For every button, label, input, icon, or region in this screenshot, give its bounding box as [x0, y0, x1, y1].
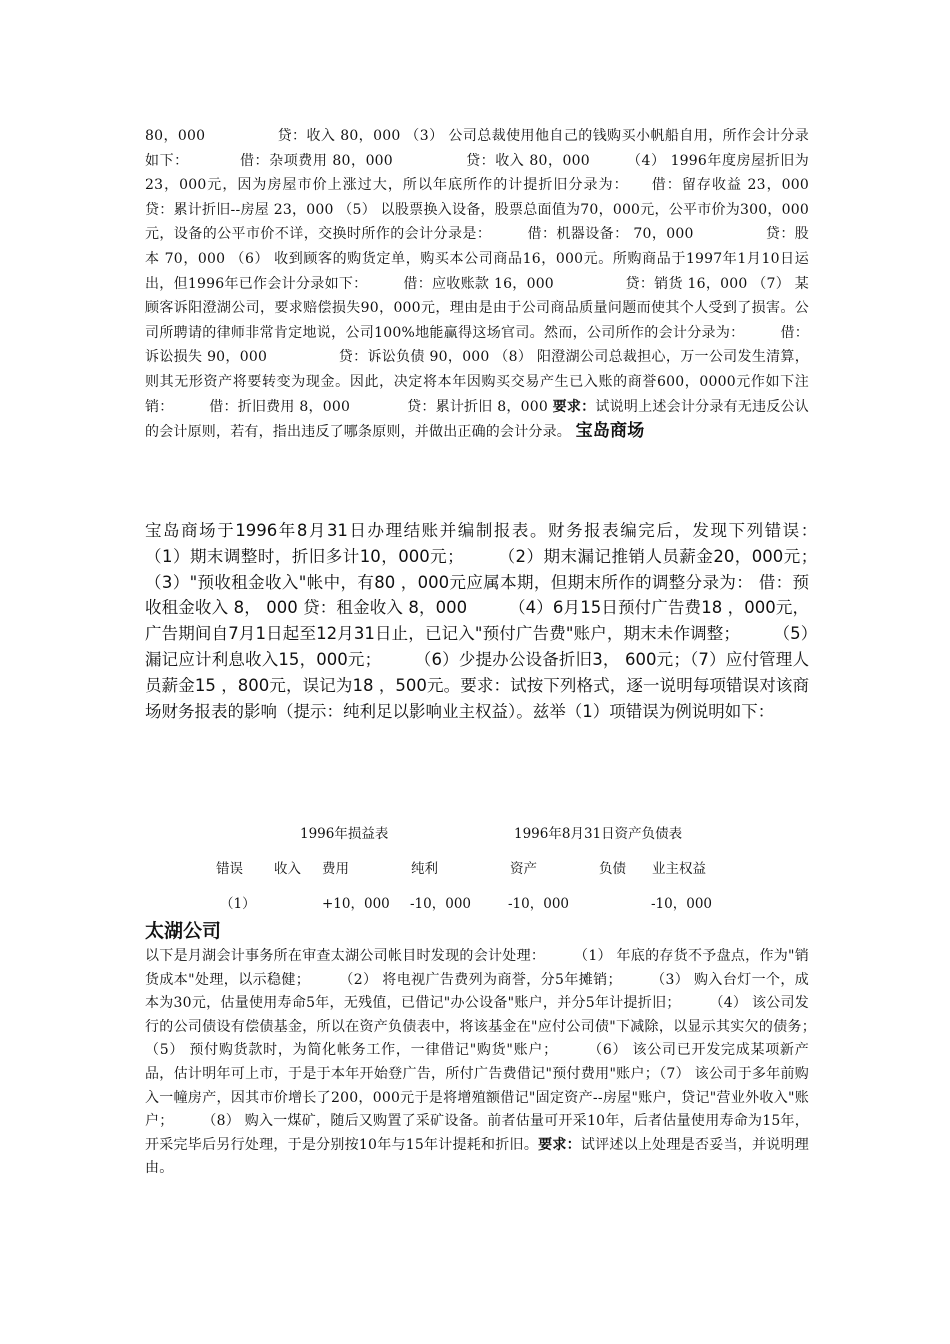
row-owner-equity: -10，000	[651, 896, 713, 912]
taihu-requirement-label: 要求：	[538, 1136, 581, 1153]
balance-sheet-title: 1996年8月31日资产负债表	[514, 826, 683, 842]
row-net-income: -10，000	[410, 896, 472, 912]
taihu-text: 以下是月湖会计事务所在审查太湖公司帐目时发现的会计处理： （1） 年底的存货不予盘点，作为"销货成本"处理，以示稳健； （2） 将电视广告费列为商誉，分5年摊销； （3） 购入台灯一个，成本为30元，估量使用寿命5年，无残值，已借记"办公设备"账户，并分5年计提折旧； （4） 该公司发行的公司债设有偿债基金，所以在资产负债表中，将该基金在"应付公司债"下减除，以显示其实欠的债务； （5） 预付购货款时，为简化帐务工作，一律借记"购货"账户； （6） 该公司已开发完成某项新产品，估计明年可上市，于是于本年开始登广告，所付广告费借记"预付费用"账户；（7） 该公司于多年前购入一幢房产，因其市价增长了200，000元于是将增殖额借记"固定资产--房屋"账户，贷记"营业外收入"账户； （8） 购入一煤矿，随后又购置了采矿设备。前者估量可开采10年，后者估量使用寿命为15年，开采完毕后另行处理，于是分别按10年与15年计提耗和折旧。	[145, 948, 852, 1153]
header-revenue: 收入	[274, 861, 301, 877]
accounting-entries-paragraph	[145, 124, 880, 445]
baodao-heading: 宝岛商场	[575, 421, 645, 442]
taihu-heading: 太湖公司	[145, 920, 222, 942]
row-expense: +10，000	[322, 896, 390, 912]
entries-text: 80，000 贷：收入 80，000 （3） 公司总裁使用他自己的钱购买小帆船自用，所作会计分录如下： 借：杂项费用 80，000 贷：收入 80，000 （4） 1996年度房屋折旧为23，000元，因为房屋市价上涨过大，所以年底所作的计提折旧分录为： 借：留存收益 23，000 贷：累计折旧--房屋 23，000 （5） 以股票换入设备，股票总面值为70，000元，公平市价为300，000元，设备的公平市价不详，交换时所作的会计分录是： 借：机器设备： 70，000 贷：股本 70，000 （6） 收到顾客的购货定单，购买本公司商品16，000元。所购商品于1997年1月10日运出，但1996年已作会计分录如下： 借：应收账款 16，000 贷：销货 16，000 （7） 某顾客诉阳澄湖公司，要求赔偿损失90，000元，理由是由于公司商品质量问题而使其个人受到了损害。公司所聘请的律师非常肯定地说，公司100%地能赢得这场官司。然而，公司所作的会计分录为： 借：诉讼损失 90，000 贷：诉讼负债 90，000 （8） 阳澄湖公司总裁担心，万一公司发生清算，则其无形资产将要转变为现金。因此，决定将本年因购买交易产生已入账的商誉600，0000元作如下注销： 借：折旧费用 8，000 贷：累计折旧 8，000	[145, 128, 880, 415]
header-owner-equity: 业主权益	[652, 861, 706, 877]
baodao-paragraph: 宝岛商场于1996年8月31日办理结账并编制报表。财务报表编完后，发现下列错误： （1）期末调整时，折旧多计10，000元； （2）期末漏记推销人员薪金20，000元； （3）"预收租金收入"帐中，有80 ，000元应属本期，但期末所作的调整分录为： 借：预收租金收入 8， 000 贷：租金收入 8，000 （4）6月15日预付广告费18 ，000元，广告期间自7月1日起至12月31日止，已记入"预付广告费"账户，期末未作调整； （5）漏记应计利息收入15，000元； （6）少提办公设备折旧3， 600元；（7）应付管理人员薪金15 ，800元，误记为18 ，500元。要求：试按下列格式，逐一说明每项错误对该商场财务报表的影响（提示：纯利足以影响业主权益）。兹举（1）项错误为例说明如下：	[145, 521, 859, 721]
header-error: 错误	[216, 861, 243, 877]
taihu-requirement-text: 试评述以上处理是否妥当，并说明理由。	[145, 1136, 809, 1177]
row-error-id: （1）	[220, 896, 256, 912]
header-expense: 费用	[322, 861, 349, 877]
header-liabilities: 负债	[599, 861, 626, 877]
income-statement-title: 1996年损益表	[300, 826, 389, 842]
header-assets: 资产	[510, 861, 537, 877]
taihu-paragraph	[145, 945, 852, 1181]
requirement-text: 试说明上述会计分录有无违反公认的会计原则，若有，指出违反了哪条原则，并做出正确的会计分录。	[145, 398, 809, 441]
requirement-label: 要求：	[552, 398, 596, 415]
row-assets: -10，000	[508, 896, 570, 912]
header-net-income: 纯利	[411, 861, 438, 877]
